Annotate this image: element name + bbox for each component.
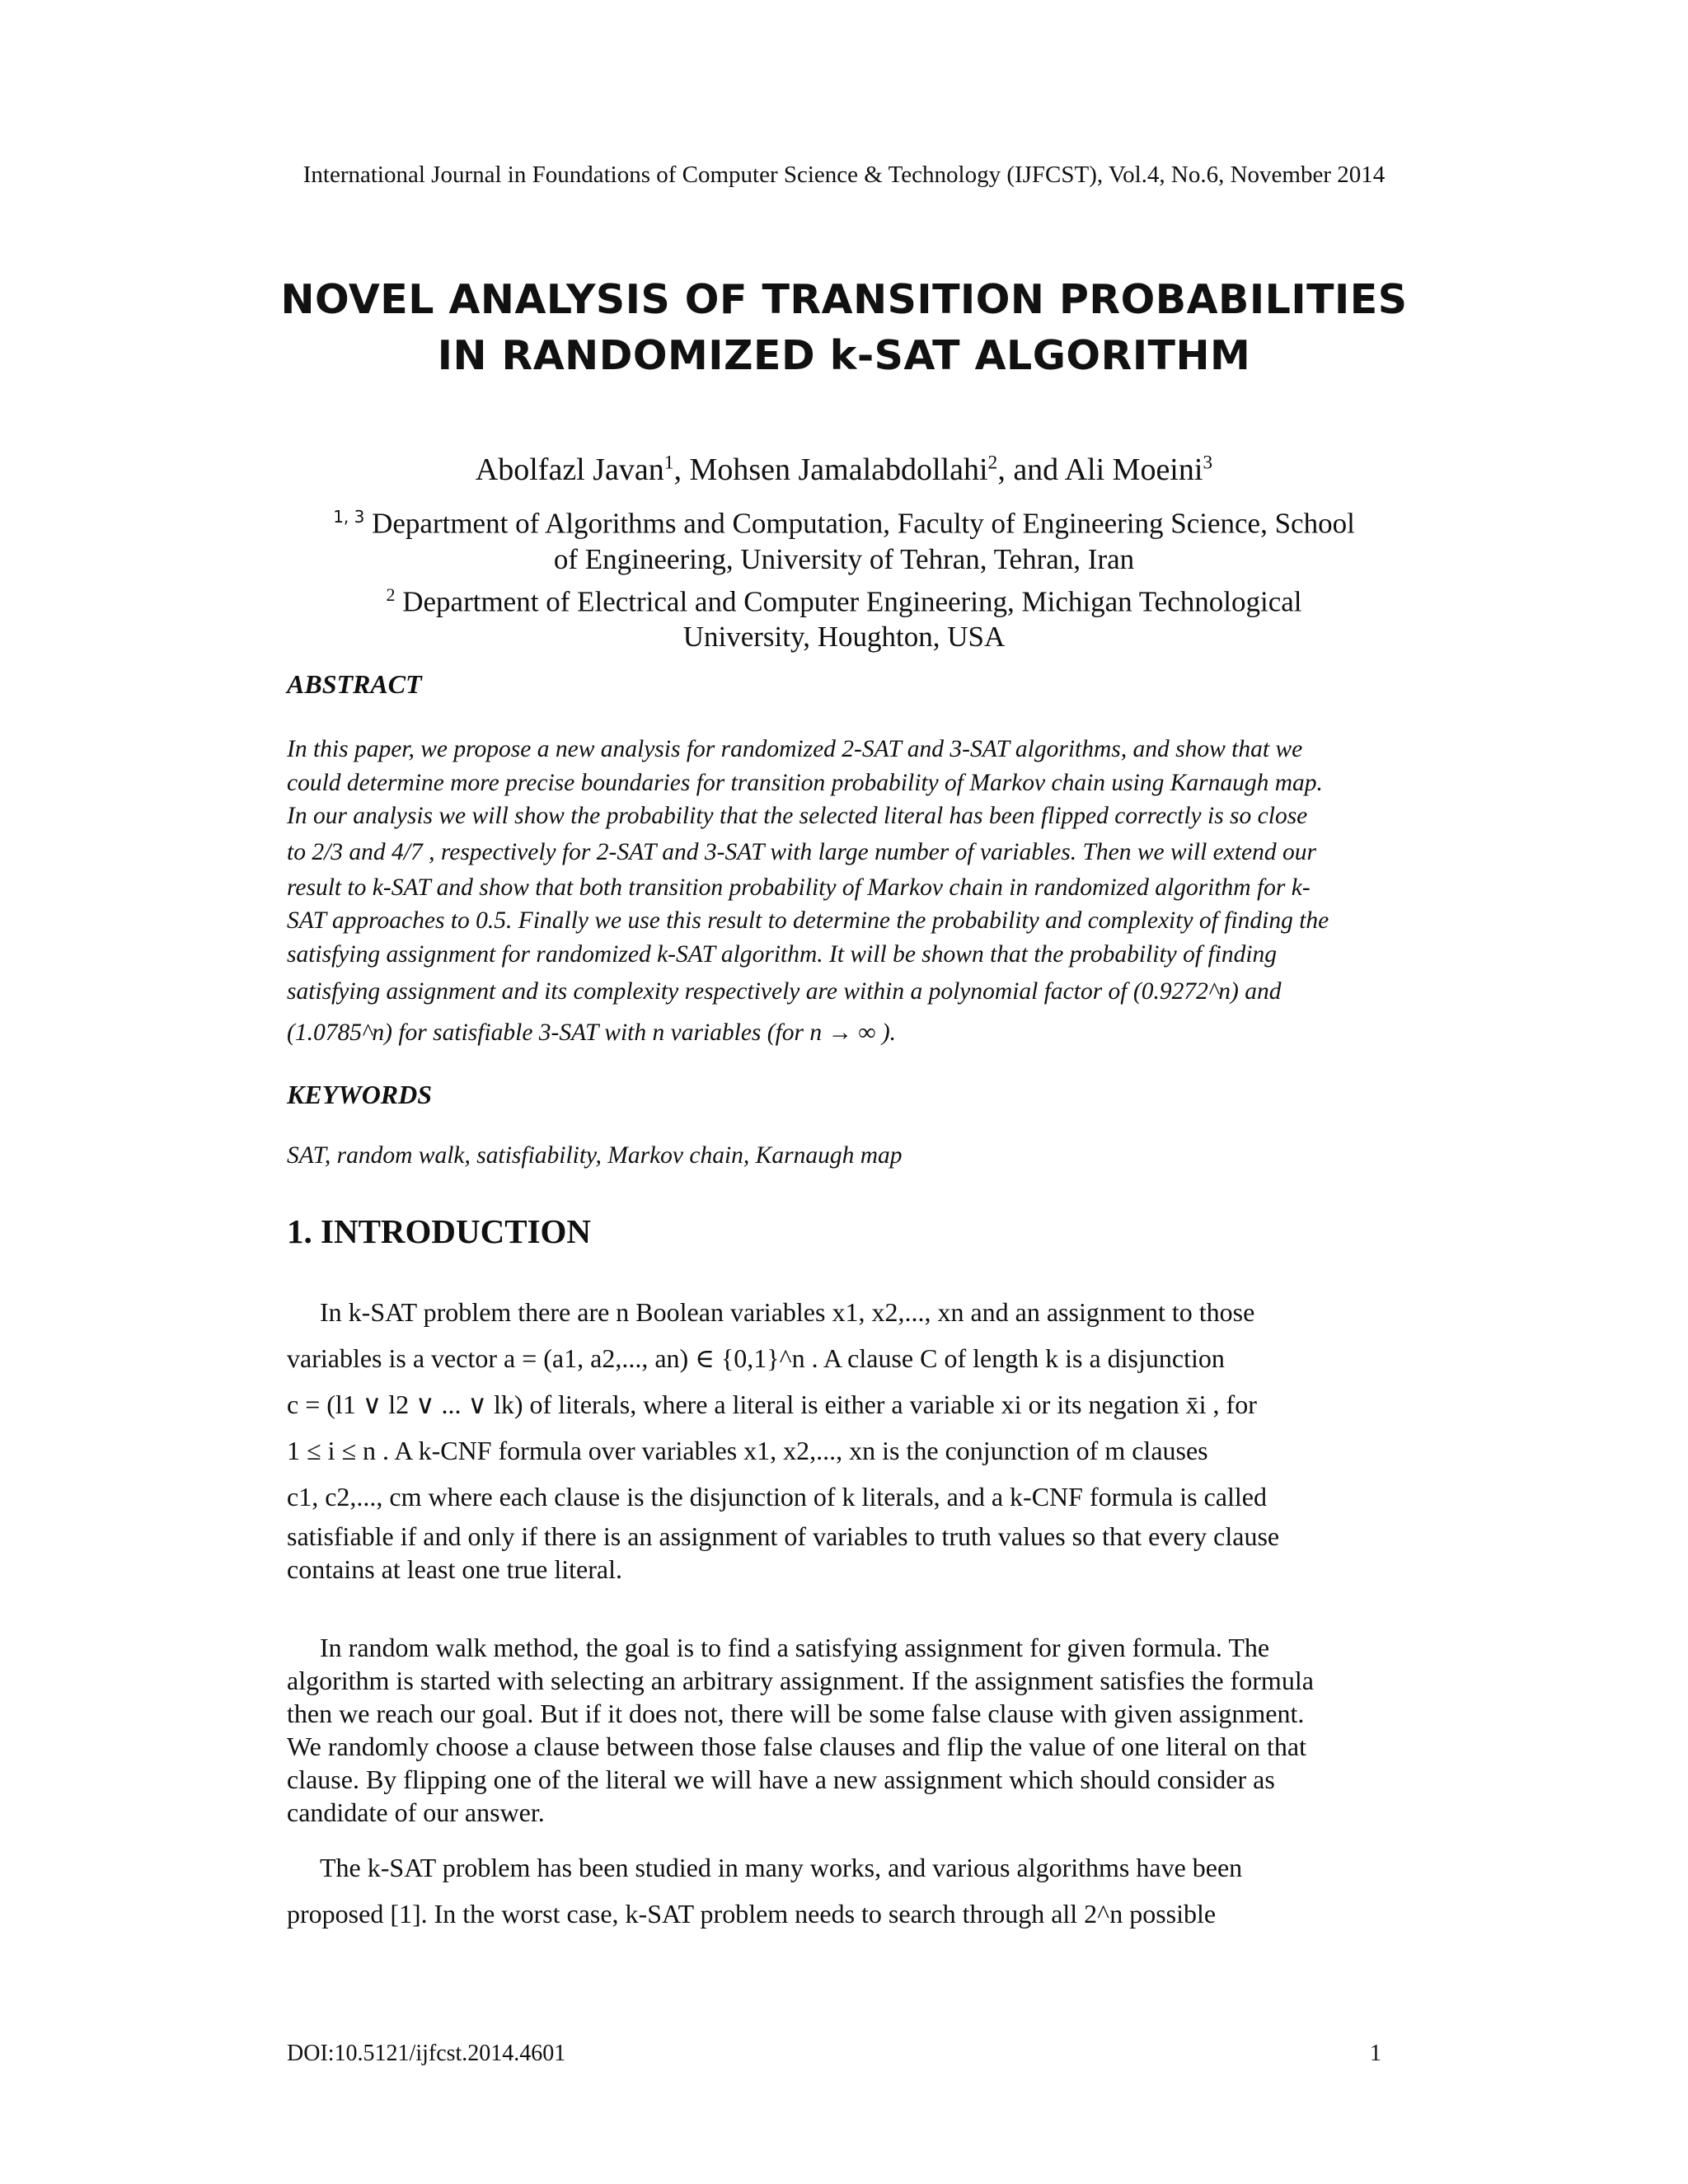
title-line-2-text: IN RANDOMIZED k-SAT ALGORITHM <box>437 332 1251 379</box>
author-mark: 1 <box>663 452 674 474</box>
intro-paragraph-1 <box>287 1289 1391 1586</box>
body-line: 1 ≤ i ≤ n . A k-CNF formula over variables x1, x2,..., xn is the conjunction of m clauses <box>287 1436 1208 1465</box>
abstract-line: could determine more precise boundaries for transition probability of Markov chain using Karnaugh map. <box>287 769 1323 796</box>
abstract-line: to 2/3 and 4/7 , respectively for 2-SAT and 3-SAT with large number of variables. Then we will extend our <box>287 838 1316 865</box>
body-line: contains at least one true literal. <box>287 1554 622 1584</box>
intro-paragraph-3 <box>287 1844 1391 1937</box>
abstract-line: SAT approaches to 0.5. Finally we use this result to determine the probability and complexity of finding the <box>287 907 1329 934</box>
title-line-1-text: NOVEL ANALYSIS OF TRANSITION PROBABILITIES <box>280 276 1408 323</box>
affiliation-2 <box>0 577 1688 655</box>
body-line: The k-SAT problem has been studied in many works, and various algorithms have been <box>320 1853 1243 1882</box>
abstract-line: In this paper, we propose a new analysis for randomized 2-SAT and 3-SAT algorithms, and show that we <box>287 736 1303 762</box>
paper-title <box>0 272 1688 384</box>
abstract-line: result to k-SAT and show that both transition probability of Markov chain in randomized algorithm for k- <box>287 874 1311 901</box>
keywords-list: SAT, random walk, satisfiability, Markov chain, Karnaugh map <box>287 1142 903 1169</box>
title-line-1 <box>0 272 1688 328</box>
affiliations <box>0 499 1688 654</box>
author-name: Abolfazl Javan <box>475 452 664 487</box>
author-name: Mohsen Jamalabdollahi <box>689 452 988 487</box>
journal-header: International Journal in Foundations of Computer Science & Technology (IJFCST), Vol.4, No.6, November 2014 <box>302 162 1386 188</box>
affiliation-text: Department of Algorithms and Computation, Faculty of Engineering Science, School <box>372 507 1355 540</box>
doi: DOI:10.5121/ijfcst.2014.4601 <box>287 2041 566 2066</box>
body-line: proposed [1]. In the worst case, k-SAT problem needs to search through all 2^n possible <box>287 1899 1217 1929</box>
affiliation-mark: 2 <box>386 583 396 605</box>
abstract-body <box>287 733 1391 1053</box>
affiliation-text: Department of Electrical and Computer Engineering, Michigan Technological <box>402 585 1302 618</box>
page-number: 1 <box>1370 2041 1381 2066</box>
abstract-heading: ABSTRACT <box>287 669 422 699</box>
abstract-line: satisfying assignment for randomized k-SAT algorithm. It will be shown that the probability of finding <box>287 940 1278 968</box>
affiliation-mark: 1, 3 <box>333 507 365 527</box>
abstract-line: In our analysis we will show the probability that the selected literal has been flipped correctly is so close <box>287 803 1308 829</box>
body-line: In random walk method, the goal is to find a satisfying assignment for given formula. The <box>320 1633 1270 1662</box>
body-line: In k-SAT problem there are n Boolean variables x1, x2,..., xn and an assignment to those <box>320 1297 1255 1327</box>
author-name: Ali Moeini <box>1064 452 1203 487</box>
author-mark: 3 <box>1203 452 1213 474</box>
section-heading: 1. INTRODUCTION <box>287 1212 592 1250</box>
author-list: Abolfazl Javan$^1$, Mohsen Jamalabdollahi$^2$, and Ali Moeini$^3$ <box>475 452 1213 487</box>
body-line: candidate of our answer. <box>287 1797 545 1827</box>
abstract-line: satisfying assignment and its complexity respectively are within a polynomial factor of (0.9272^n) and <box>287 978 1282 1005</box>
affiliation-text: University, Houghton, USA <box>682 621 1006 654</box>
body-line: variables is a vector a = (a1, a2,..., an) ∈ {0,1}^n . A clause C of length k is a disjunction <box>287 1343 1225 1373</box>
body-line: c1, c2,..., cm where each clause is the disjunction of k literals, and a k-CNF formula is called <box>287 1482 1267 1511</box>
body-line: then we reach our goal. But if it does not, there will be some false clause with given assignment. <box>287 1699 1305 1728</box>
abstract-line: (1.0785^n) for satisfiable 3-SAT with n variables (for n → ∞ ). <box>287 1019 897 1046</box>
author-mark: 2 <box>987 452 998 474</box>
intro-paragraph-2 <box>287 1631 1391 1829</box>
body-line: clause. By flipping one of the literal we will have a new assignment which should consider as <box>287 1765 1275 1794</box>
affiliation-text: of Engineering, University of Tehran, Tehran, Iran <box>553 542 1135 575</box>
body-line: c = (l1 ∨ l2 ∨ ... ∨ lk) of literals, where a literal is either a variable xi or its negation x̄i , for <box>287 1390 1257 1419</box>
affiliation-1 <box>0 499 1688 577</box>
title-line-2 <box>0 328 1688 384</box>
keywords-heading: KEYWORDS <box>287 1080 433 1109</box>
body-line: We randomly choose a clause between those false clauses and flip the value of one literal on that <box>287 1732 1306 1761</box>
body-line: algorithm is started with selecting an arbitrary assignment. If the assignment satisfies the formula <box>287 1666 1314 1695</box>
body-line: satisfiable if and only if there is an assignment of variables to truth values so that every clause <box>287 1521 1280 1551</box>
